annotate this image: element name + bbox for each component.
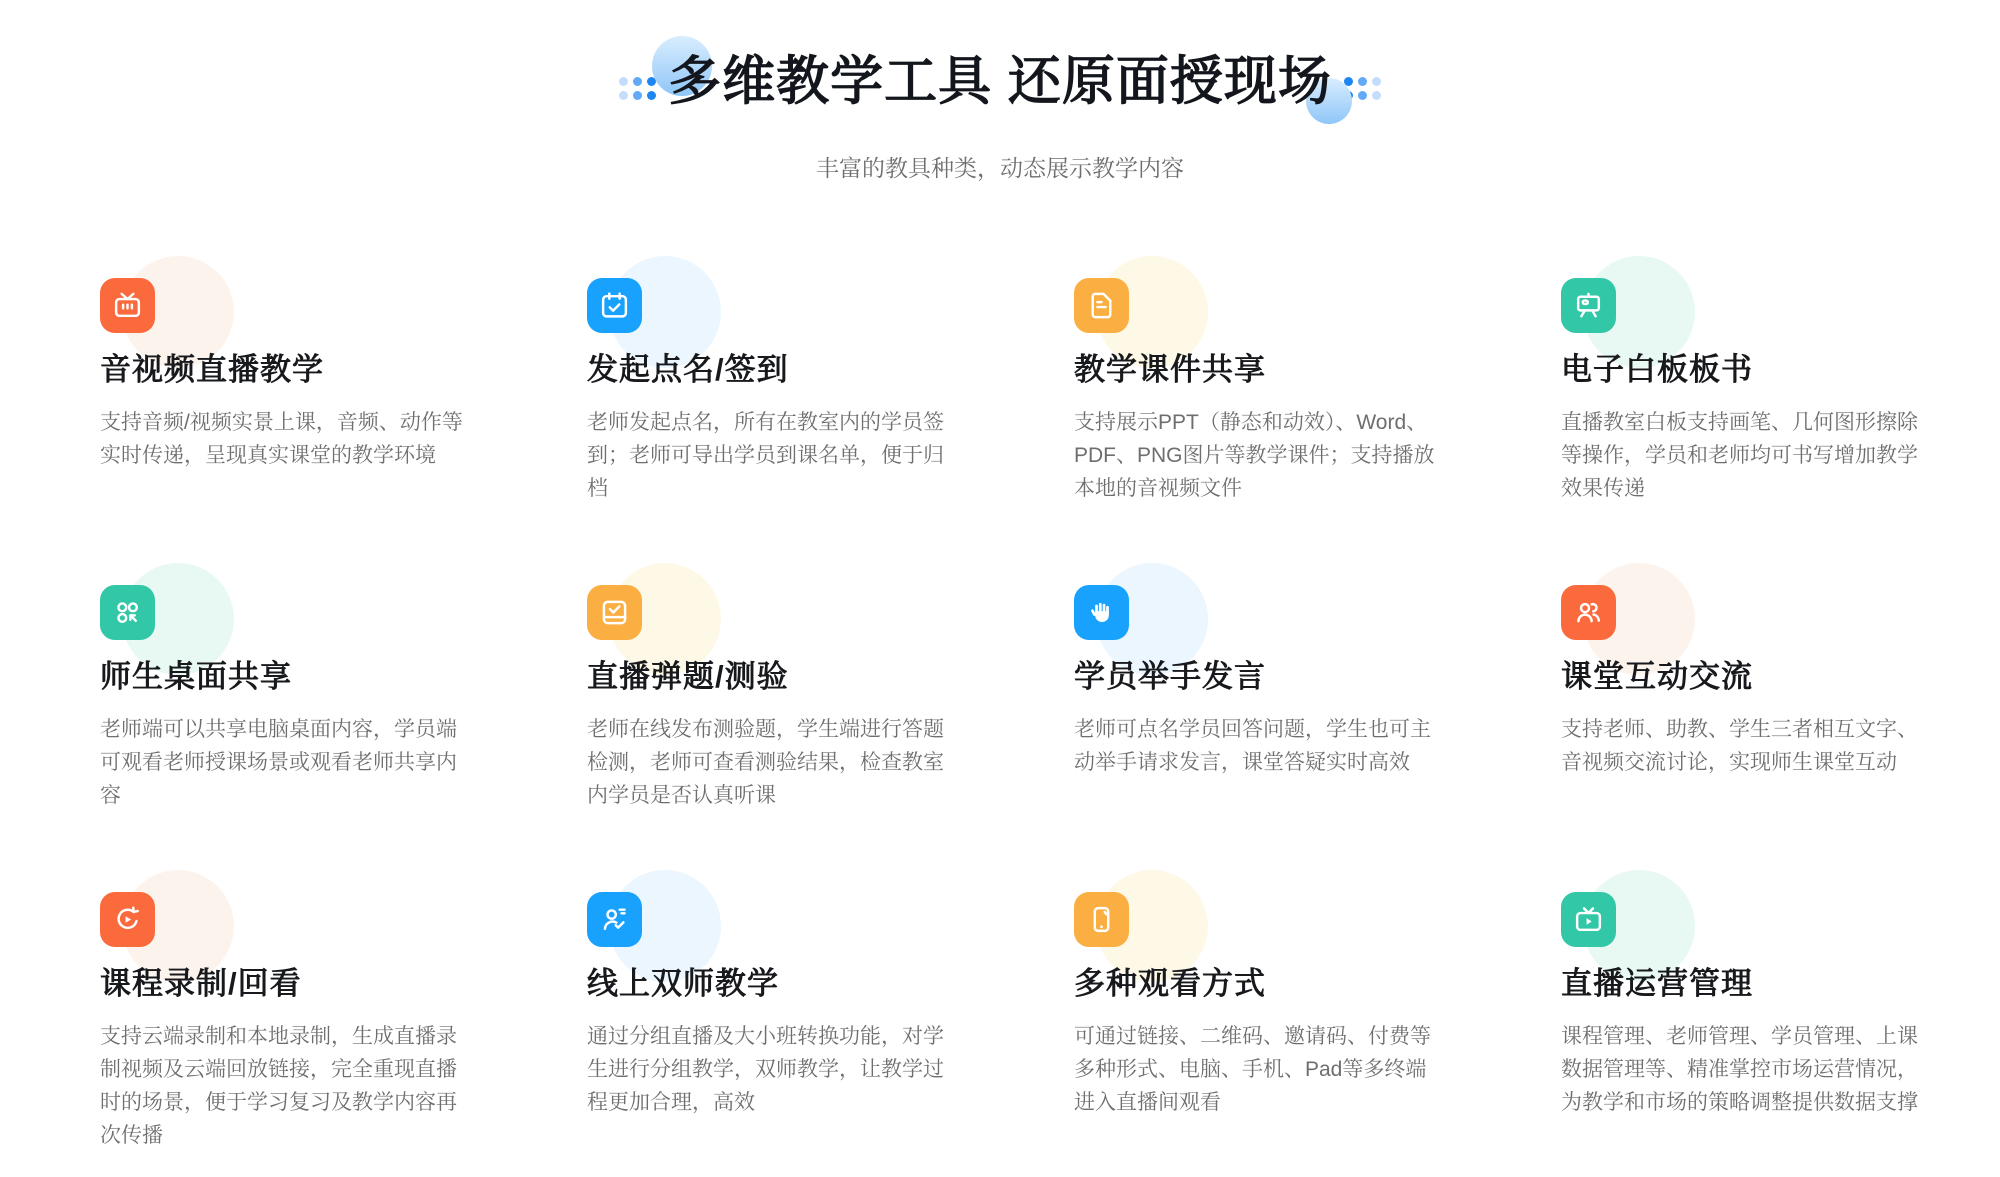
dot	[633, 91, 642, 100]
feature-card-raise-hand	[1074, 563, 1504, 870]
feature-card-roll-call-signin	[587, 256, 1017, 563]
feature-desc: 课程管理、老师管理、学员管理、上课数据管理等、精准掌控市场运营情况，为教学和市场的策略调整提供数据支撑	[1561, 1025, 1918, 1114]
dot	[1358, 91, 1367, 100]
feature-title: 师生桌面共享	[100, 659, 292, 694]
feature-desc: 支持展示PPT（静态和动效）、Word、PDF、PNG图片等教学课件；支持播放本地的音视频文件	[1074, 411, 1435, 500]
feature-title: 直播弹题/测验	[587, 659, 789, 694]
feature-card-courseware-sharing	[1074, 256, 1504, 563]
page-title	[668, 50, 1332, 114]
feature-title: 课程录制/回看	[100, 966, 302, 1001]
page-title-text: 多维教学工具 还原面授现场	[668, 52, 1332, 111]
feature-card-class-interaction	[1561, 563, 1991, 870]
section-subtitle: 丰富的教具种类，动态展示教学内容	[816, 155, 1184, 181]
feature-card-live-operations	[1561, 870, 1991, 1177]
feature-desc: 支持云端录制和本地录制，生成直播录制视频及云端回放链接，完全重现直播时的场景，便于学习复习及教学内容再次传播	[100, 1025, 457, 1147]
feature-card-live-quiz	[587, 563, 1017, 870]
dot	[1372, 77, 1381, 86]
feature-title: 课堂互动交流	[1561, 659, 1753, 694]
feature-title: 音视频直播教学	[100, 352, 324, 387]
feature-card-av-live-teaching	[100, 256, 530, 563]
dot	[619, 77, 628, 86]
feature-desc: 通过分组直播及大小班转换功能，对学生进行分组教学，双师教学，让教学过程更加合理，高效	[587, 1025, 944, 1114]
feature-desc: 直播教室白板支持画笔、几何图形擦除等操作，学员和老师均可书写增加教学效果传递	[1561, 411, 1918, 500]
dot	[1358, 77, 1367, 86]
feature-card-whiteboard	[1561, 256, 1991, 563]
feature-title: 发起点名/签到	[587, 352, 789, 387]
feature-desc: 老师在线发布测验题，学生端进行答题检测，老师可查看测验结果，检查教室内学员是否认真听课	[587, 718, 944, 807]
feature-title: 多种观看方式	[1074, 966, 1266, 1001]
feature-desc: 老师可点名学员回答问题，学生也可主动举手请求发言，课堂答疑实时高效	[1074, 718, 1431, 774]
feature-card-desktop-sharing	[100, 563, 530, 870]
feature-desc: 老师发起点名，所有在教室内的学员签到；老师可导出学员到课名单，便于归档	[587, 411, 944, 500]
decor-dots-left	[619, 77, 656, 100]
feature-desc: 老师端可以共享电脑桌面内容，学员端可观看老师授课场景或观看老师共享内容	[100, 718, 457, 807]
feature-grid	[100, 256, 2000, 1177]
feature-title: 学员举手发言	[1074, 659, 1266, 694]
feature-title: 线上双师教学	[587, 966, 779, 1001]
feature-title: 直播运营管理	[1561, 966, 1753, 1001]
feature-card-viewing-modes	[1074, 870, 1504, 1177]
dot	[1372, 91, 1381, 100]
feature-title: 教学课件共享	[1074, 352, 1266, 387]
feature-desc: 支持老师、助教、学生三者相互文字、音视频交流讨论，实现师生课堂互动	[1561, 718, 1918, 774]
feature-card-recording-replay	[100, 870, 530, 1177]
feature-desc: 支持音频/视频实景上课，音频、动作等实时传递，呈现真实课堂的教学环境	[100, 411, 463, 467]
feature-card-dual-teacher	[587, 870, 1017, 1177]
dot	[647, 91, 656, 100]
feature-desc: 可通过链接、二维码、邀请码、付费等多种形式、电脑、手机、Pad等多终端进入直播间观看	[1074, 1025, 1431, 1114]
section-header	[0, 50, 2000, 114]
dot	[633, 77, 642, 86]
feature-title: 电子白板板书	[1561, 352, 1753, 387]
dot	[619, 91, 628, 100]
